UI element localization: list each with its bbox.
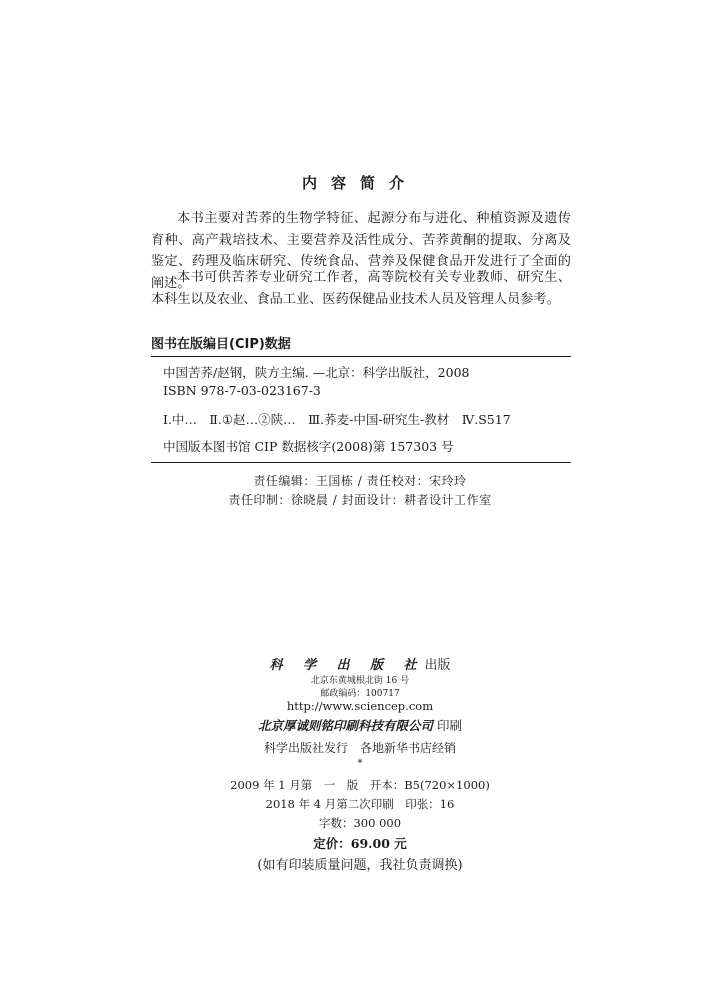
publisher-suffix: 出版 bbox=[424, 658, 451, 673]
printer-suffix: 印刷 bbox=[433, 718, 462, 733]
distribution-line: 科学出版社发行 各地新华书店经销 bbox=[263, 741, 456, 755]
publisher-website: http://www.sciencep.com bbox=[286, 699, 434, 713]
cip-bottom-rule bbox=[151, 462, 571, 463]
editor-credits: 责任编辑：王国栋 / 责任校对：宋玲玲 bbox=[253, 474, 467, 488]
edition-line-2: 2018 年 4 月第二次印刷 印张：16 bbox=[265, 797, 455, 811]
cip-top-rule bbox=[151, 356, 571, 357]
summary-paragraph-1: 本书主要对苦荞的生物学特征、起源分布与进化、种植资源及遗传育种、高产栽培技术、主要营养及活性成分、苦荞黄酮的提取、分离及鉴定、药理及临床研究、传统食品、营养及保健食品开发进行了全面的阐述。 bbox=[151, 211, 571, 291]
summary-paragraph-2: 本书可供苦荞专业研究工作者，高等院校有关专业教师、研究生、本科生以及农业、食品工业、医药保健品业技术人员及管理人员参考。 bbox=[151, 270, 571, 307]
price: 定价：69.00 元 bbox=[313, 836, 407, 851]
publisher-address: 北京东黄城根北街 16 号 bbox=[310, 676, 410, 686]
summary-title: 内容简介 bbox=[301, 174, 418, 192]
production-credits: 责任印制：徐晓晨 / 封面设计：耕者设计工作室 bbox=[228, 493, 492, 507]
printer-line bbox=[0, 716, 720, 734]
cip-header: 图书在版编目(CIP)数据 bbox=[151, 337, 291, 352]
cip-isbn-line: ISBN 978-7-03-023167-3 bbox=[163, 383, 321, 398]
printer-name: 北京厚诚则铭印刷科技有限公司 bbox=[258, 718, 434, 733]
edition-line-1: 2009 年 1 月第 一 版 开本：B5(720×1000) bbox=[230, 778, 490, 792]
word-count: 字数：300 000 bbox=[318, 816, 402, 830]
separator-asterisk: * bbox=[357, 758, 363, 769]
publisher-postcode: 邮政编码：100717 bbox=[320, 689, 400, 699]
cip-classification-line: Ⅰ.中… Ⅱ.①赵…②陕… Ⅲ.荞麦-中国-研究生-教材 Ⅳ.S517 bbox=[163, 412, 511, 427]
publisher-name: 科 学 出 版 社 bbox=[269, 658, 425, 673]
quality-notice: (如有印装质量问题，我社负责调换) bbox=[257, 858, 463, 873]
cip-record-line: 中国版本图书馆 CIP 数据核字(2008)第 157303 号 bbox=[163, 439, 454, 454]
cip-title-line: 中国苦荞/赵钢，陕方主编. —北京：科学出版社，2008 bbox=[163, 365, 470, 380]
publisher-line bbox=[0, 654, 720, 673]
